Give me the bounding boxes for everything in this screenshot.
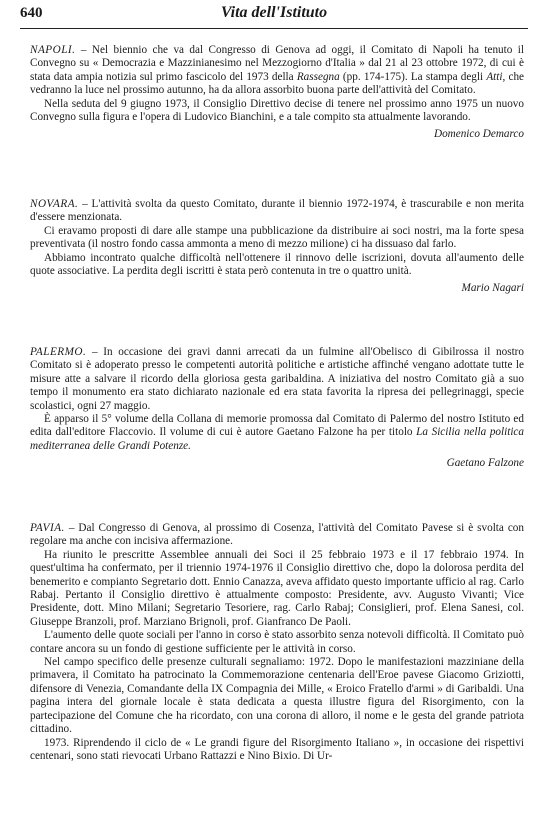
novara-city-heading: NOVARA. <box>30 198 79 210</box>
running-title: Vita dell'Istituto <box>220 4 328 21</box>
section-palermo <box>30 346 524 471</box>
palermo-signature: Gaetano Falzone <box>446 457 524 470</box>
pavia-paragraph-1: PAVIA. – Dal Congresso di Genova, al prossimo di Cosenza, l'attività del Comitato Pavese si è svolta con regolare ma anche con incisiva affermazione. <box>30 522 524 548</box>
section-pavia <box>30 522 524 763</box>
palermo-paragraph-2: È apparso il 5° volume della Collana di memorie promossa dal Comitato di Palermo del nostro Istituto ed edita dall'editore Flaccovio. Il volume di cui è autore Gaetano Falzone ha per titolo La Sicilia nella politica mediterranea delle Grandi Potenze. <box>30 413 524 452</box>
napoli-paragraph-1: NAPOLI. – Nel biennio che va dal Congresso di Genova ad oggi, il Comitato di Napoli ha tenuto il Convegno su « Democrazia e Mazzinianesimo nel Mezzogiorno d'Italia » dal 21 al 23 ottobre 1972, di cui è stata data ampia notizia sul primo fascicolo del 1973 della Rassegna (pp. 174-175). La stampa degli Atti, che vedranno la luce nel prossimo autunno, ha da allora assorbito buona parte dell'attività del Comitato. <box>30 44 525 97</box>
novara-paragraph-3: Abbiamo incontrato qualche difficoltà nell'ottenere il rinnovo delle iscrizioni, dovuta all'aumento delle quote associative. La perdita degli iscritti è stata però contenuta in tre o quattro unità. <box>30 251 524 278</box>
page-number: 640 <box>20 5 43 21</box>
section-novara <box>30 198 524 296</box>
palermo-city-heading: PALERMO. <box>30 346 87 358</box>
palermo-paragraph-1: PALERMO. – In occasione dei gravi danni arrecati da un fulmine all'Obelisco di Gibilrossa il nostro Comitato si è adoperato presso le competenti autorità politiche e artistiche affinché vengano adottate tutte le misure atte a salvare il ricordo della gloriosa gesta garibaldina. A iniziativa del nostro Comitato già a suo tempo il monumento era stato dichiarato nazionale ed era stata favorita la ripresa dei pellegrinaggi, specie scolastici, ogni 27 maggio. <box>30 346 524 412</box>
page-header <box>20 4 528 29</box>
pavia-city-heading: PAVIA. <box>30 522 65 534</box>
napoli-signature: Domenico Demarco <box>434 128 524 141</box>
novara-paragraph-2: Ci eravamo proposti di dare alle stampe una pubblicazione da distribuire ai soci nostri, ma la forte spesa preventivata (il nostro fondo cassa ammonta a meno di mezzo milione) ci ha dissuaso dal farlo. <box>30 224 524 251</box>
napoli-paragraph-2: Nella seduta del 9 giugno 1973, il Consiglio Direttivo decise di tenere nel prossimo anno 1975 un nuovo Convegno sulla figura e l'opera di Ludovico Bianchini, e a tale compito sta attualmente lavorando. <box>30 97 524 124</box>
pavia-paragraph-5: 1973. Riprendendo il ciclo de « Le grandi figure del Risorgimento Italiano », in occasione dei rispettivi centenari, sono stati rievocati Urbano Rattazzi e Nino Bixio. Di Ur- <box>30 736 524 762</box>
pavia-paragraph-3: L'aumento delle quote sociali per l'anno in corso è stato assorbito senza notevoli difficoltà. Il Comitato può contare ancora su un fondo di gestione sufficiente per le attività in corso. <box>30 629 524 655</box>
novara-paragraph-1: NOVARA. – L'attività svolta da questo Comitato, durante il biennio 1972-1974, è trascurabile e non merita d'essere menzionata. <box>30 198 524 224</box>
pavia-paragraph-4: Nel campo specifico delle presenze culturali segnaliamo: 1972. Dopo le manifestazioni mazziniane della primavera, il Comitato ha patrocinato la Commemorazione centenaria dell'Eroe pavese Giacomo Griziotti, difensore di Venezia, Comandante della IX Compagnia dei Mille, « Eroico Fratello d'armi » di Garibaldi. Una pagina intera del giornale locale è stata dedicata a questa illustre figura del Risorgimento, con la partecipazione del Comune che ha ricordato, con una corona di alloro, il nome e le gesta del grande patriota cittadino. <box>30 656 524 736</box>
pavia-paragraph-2: Ha riunito le prescritte Assemblee annuali dei Soci il 25 febbraio 1973 e il 17 febbraio 1974. In quest'ultima ha confermato, per il triennio 1974-1976 il Consiglio direttivo che, dopo la dolorosa perdita del benemerito e compianto Segretario dott. Ennio Canazza, aveva affidato questo importante ufficio al rag. Carlo Rabaj. Pertanto il Consiglio direttivo è attualmente composto: Presidente, avv. Augusto Vivanti; Vice Presidente, dott. Mino Milani; Segretario Tesoriere, rag. Carlo Rabaj; Consiglieri, prof. Elena Sanesi, col. Giuseppe Branzoli, prof. Marziano Brignoli, prof. Gianfranco De Paoli. <box>30 548 524 628</box>
section-napoli <box>30 44 524 142</box>
novara-signature: Mario Nagari <box>461 282 524 295</box>
napoli-city-heading: NAPOLI. <box>30 44 76 56</box>
